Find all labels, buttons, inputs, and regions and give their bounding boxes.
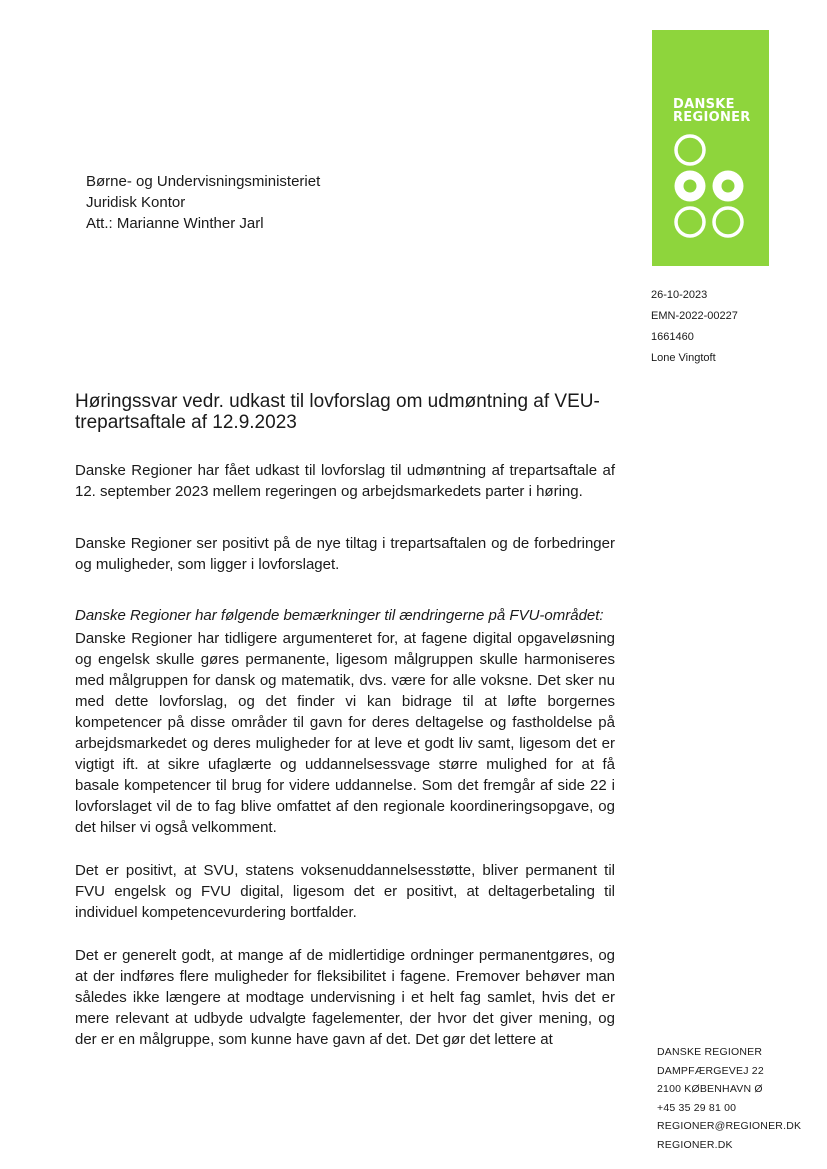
section-heading-fvu: Danske Regioner har følgende bemærkninger til ændringerne på FVU-området: — [75, 607, 604, 624]
recipient-address — [86, 171, 320, 234]
paragraph-fvu: Danske Regioner har tidligere argumenteret for, at fagene digital opgaveløsning og engelsk skulle gøres permanente, ligesom målgruppen skulle harmoniseres med målgruppen for dansk og matematik, dvs. være for alle voksne. Det sker nu med dette lovforslag, og det finder vi kan bidrage til at løfte borgernes kompetencer på disse områder til gavn for deres deltagelse og fastholdelse på arbejdsmarkedet og deres muligheder for at leve et godt liv samt, ligesom det er vigtigt ift. at sikre ufaglærte og uddannelsessvage større mulighed for at få basale kompetencer til brug for videre uddannelse. Som det fremgår af side 22 i lovforslaget vil de to fag blive omfattet af den regionale koordineringsopgave, og det hilser vi også velkomment. — [75, 630, 615, 836]
recipient-office: Juridisk Kontor — [86, 194, 186, 211]
footer-city: 2100 KØBENHAVN Ø — [657, 1083, 763, 1095]
footer-street: DAMPFÆRGEVEJ 22 — [657, 1064, 764, 1077]
meta-document-number: 1661460 — [651, 331, 694, 343]
paragraph-flexibility: Det er generelt godt, at mange af de midlertidige ordninger permanentgøres, og at der indføres flere muligheder for fleksibilitet i fagene. Fremover behøver man således ikke længere at modtage undervisning i et helt fag samlet, hvis det er mere relevant at udbyde udvalgte fagelementer, der hvor det giver mening, og der er en målgruppe, som kunne have gavn af det. Det gør det lettere at — [75, 947, 615, 1048]
meta-author: Lone Vingtoft — [651, 352, 716, 364]
footer-website[interactable]: REGIONER.DK — [657, 1138, 733, 1151]
meta-date: 26-10-2023 — [651, 289, 708, 301]
footer-email[interactable]: REGIONER@REGIONER.DK — [657, 1120, 802, 1132]
recipient-ministry: Børne- og Undervisningsministeriet — [86, 173, 321, 190]
paragraph-intro: Danske Regioner har fået udkast til lovforslag til udmøntning af trepartsaftale af 12. september 2023 mellem regeringen og arbejdsmarkedets parter i høring. — [75, 462, 615, 500]
paragraph-positive: Danske Regioner ser positivt på de nye tiltag i trepartsaftalen og de forbedringer og muligheder, som ligger i lovforslaget. — [75, 535, 615, 573]
meta-case-number: EMN-2022-00227 — [651, 310, 738, 322]
paragraph-svu: Det er positivt, at SVU, statens voksenuddannelsesstøtte, bliver permanent til FVU engelsk og FVU digital, ligesom det er positivt, at deltagerbetaling til individuel kompetencevurdering bortfalder. — [75, 862, 615, 921]
danske-regioner-circles-icon — [670, 134, 750, 266]
recipient-attention: Att.: Marianne Winther Jarl — [86, 215, 264, 232]
letter-heading: Høringssvar vedr. udkast til lovforslag om udmøntning af VEU-trepartsaftale af 12.9.2023 — [75, 391, 600, 433]
logo-text-line1: DANSKE — [673, 97, 735, 112]
logo-text-line2: REGIONER — [673, 110, 751, 125]
footer-phone: +45 35 29 81 00 — [657, 1101, 737, 1114]
footer-address — [657, 1043, 801, 1154]
danske-regioner-logo — [652, 30, 769, 266]
footer-org-name: DANSKE REGIONER — [657, 1046, 763, 1058]
document-meta — [651, 285, 738, 369]
